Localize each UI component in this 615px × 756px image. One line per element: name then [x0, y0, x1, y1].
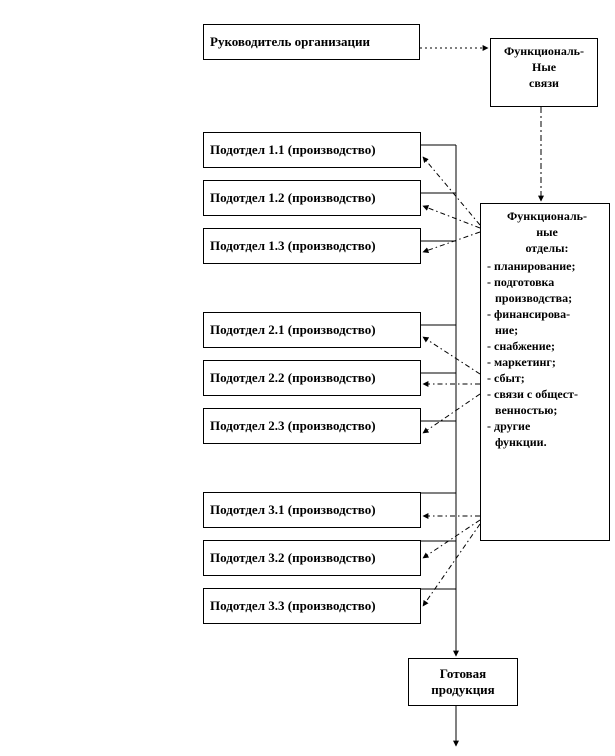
functional-depts-title-1: Функциональ-	[506, 209, 588, 223]
functional-depts-list	[487, 258, 607, 450]
subdivision-2-3: Подотдел 2.3 (производство)	[203, 408, 421, 444]
functional-depts-box	[480, 203, 610, 541]
subdivision-3-3: Подотдел 3.3 (производство)	[203, 588, 421, 624]
functional-item: - снабжение;	[487, 339, 555, 353]
subdivision-1-2: Подотдел 1.2 (производство)	[203, 180, 421, 216]
functional-item: - планирование;	[487, 259, 576, 273]
func-arrow-1-2	[423, 206, 480, 228]
functional-item: - другие функции.	[487, 419, 547, 449]
func-arrow-2-1	[423, 337, 480, 374]
func-arrow-2-3	[423, 394, 480, 433]
subdivision-3-2: Подотдел 3.2 (производство)	[203, 540, 421, 576]
ready-product-line-1: Готовая	[439, 666, 487, 681]
func-arrow-1-3	[423, 232, 480, 252]
subdivision-2-1: Подотдел 2.1 (производство)	[203, 312, 421, 348]
subdivision-1-1: Подотдел 1.1 (производство)	[203, 132, 421, 168]
functional-item: - подготовка производства;	[487, 275, 573, 305]
functional-item: - связи с общест- венностью;	[487, 387, 579, 417]
functional-depts-title-3: отделы:	[525, 241, 569, 255]
functional-links-line-1: Функциональ-	[503, 44, 585, 58]
subdivision-2-2: Подотдел 2.2 (производство)	[203, 360, 421, 396]
functional-depts-title	[487, 208, 607, 258]
head-box: Руководитель организации	[203, 24, 420, 60]
functional-links-line-2: Ные	[531, 60, 557, 74]
subdivision-3-1: Подотдел 3.1 (производство)	[203, 492, 421, 528]
func-arrow-1-1	[423, 157, 480, 225]
functional-item: - финансирова- ние;	[487, 307, 571, 337]
functional-depts-title-2: ные	[536, 225, 558, 239]
func-arrow-3-2	[423, 520, 480, 558]
ready-product-box	[408, 658, 518, 706]
ready-product-line-2: продукция	[431, 682, 495, 697]
functional-item: - сбыт;	[487, 371, 525, 385]
functional-links-line-3: связи	[529, 76, 559, 90]
func-arrow-3-3	[423, 524, 480, 606]
subdivision-1-3: Подотдел 1.3 (производство)	[203, 228, 421, 264]
functional-links-box	[490, 38, 598, 107]
functional-item: - маркетинг;	[487, 355, 556, 369]
